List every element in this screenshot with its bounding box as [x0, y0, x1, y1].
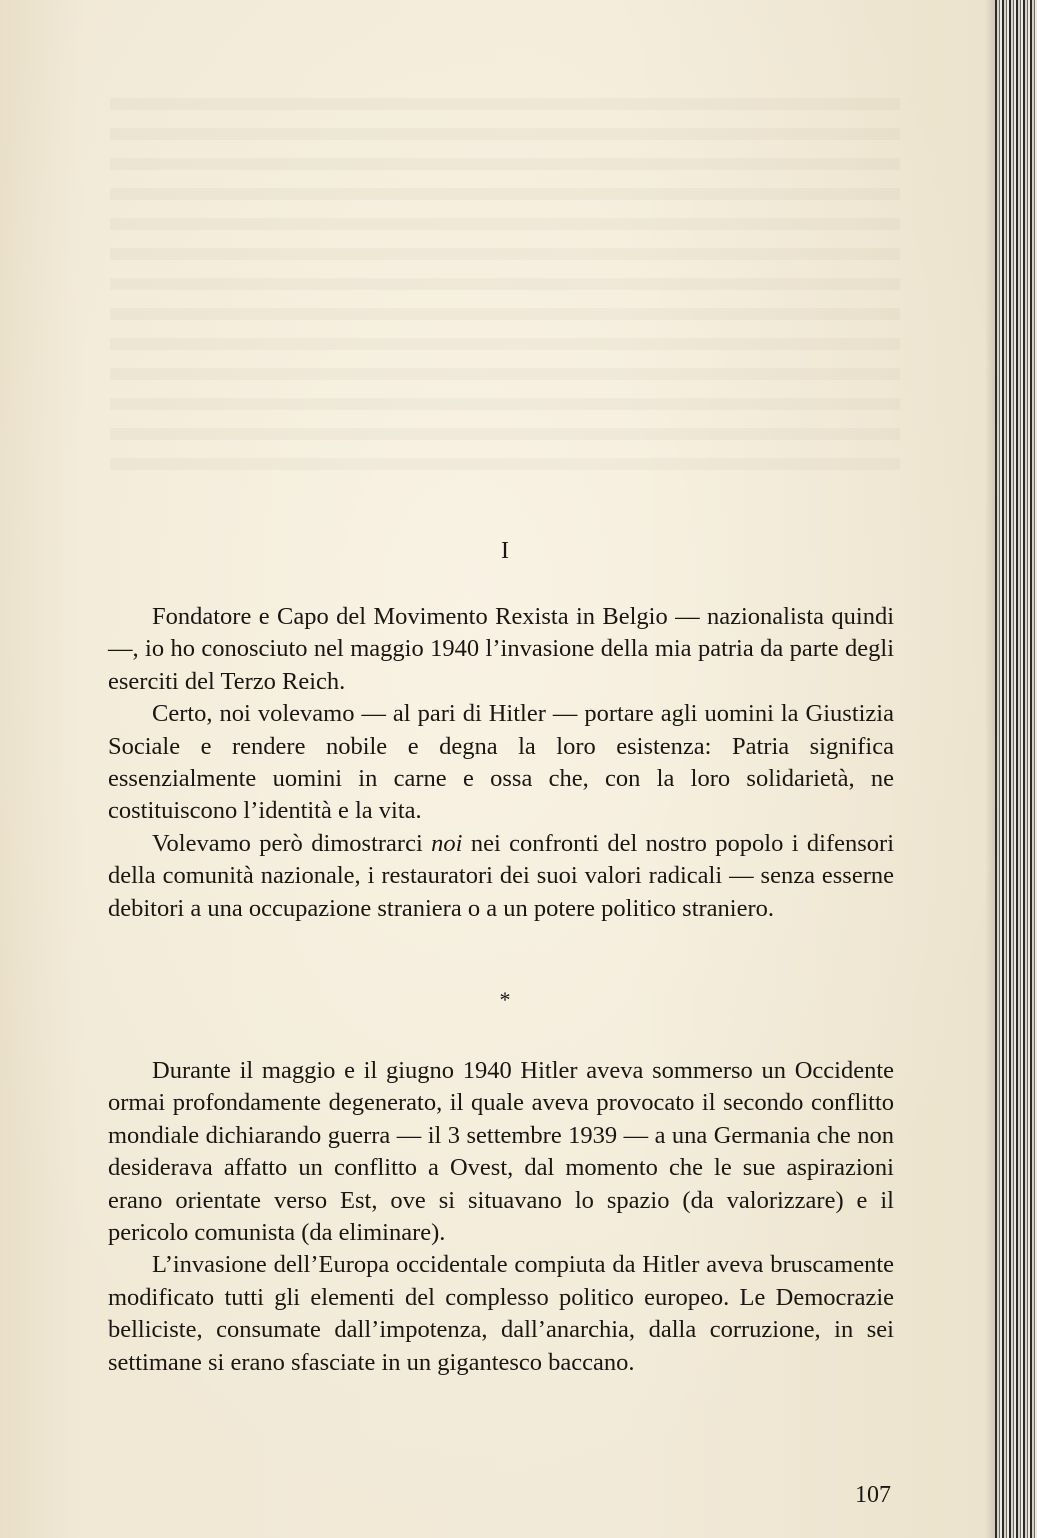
section-separator: * — [499, 987, 511, 1012]
paragraph: Certo, noi volevamo — al pari di Hitler — portare agli uomini la Giustizia Sociale e rendere nobile e degna la loro esistenza: Patria significa essenzialmente uomini in carne e ossa che, con la loro solidarietà, ne costituiscono l’identità e la vita. — [108, 700, 894, 825]
section-one — [108, 601, 894, 925]
section-two — [108, 1055, 894, 1379]
paragraph-text: nei confronti del nostro popolo i difensori della comunità nazionale, i restauratori dei suoi valori radicali — senza esserne debitori a una occupazione straniera o a un potere politico straniero. — [108, 829, 894, 922]
paragraph: Durante il maggio e il giugno 1940 Hitler aveva sommerso un Occidente ormai profondamente degenerato, il quale aveva provocato il secondo conflitto mondiale dichiarando guerra — il 3 settembre 1939 — a una Germania che non desiderava affatto un conflitto a Ovest, dal momento che le sue aspirazioni erano orientate verso Est, ove si situavano lo spazio (da valorizzare) e il pericolo comunista (da eliminare). — [108, 1057, 894, 1247]
chapter-heading: I — [501, 538, 509, 564]
italic-word: noi — [431, 829, 463, 857]
paragraph: L’invasione dell’Europa occidentale compiuta da Hitler aveva bruscamente modificato tutti gli elementi del complesso politico europeo. Le Democrazie belliciste, consumate dall’impotenza, dall’anarchia, dalla corruzione, in sei settimane si erano sfasciate in un gigantesco baccano. — [108, 1251, 894, 1376]
page-edge-shadow — [985, 0, 995, 1538]
paragraph: Fondatore e Capo del Movimento Rexista in Belgio — nazionalista quindi —, io ho conosciuto nel maggio 1940 l’invasione della mia patria da parte degli eserciti del Terzo Reich. — [108, 603, 894, 695]
page-stack-edge — [995, 0, 1037, 1538]
paragraph — [108, 828, 894, 925]
paragraph-text: Volevamo però dimostrarci — [152, 829, 432, 857]
page-number: 107 — [855, 1482, 891, 1508]
show-through-text — [110, 80, 900, 480]
